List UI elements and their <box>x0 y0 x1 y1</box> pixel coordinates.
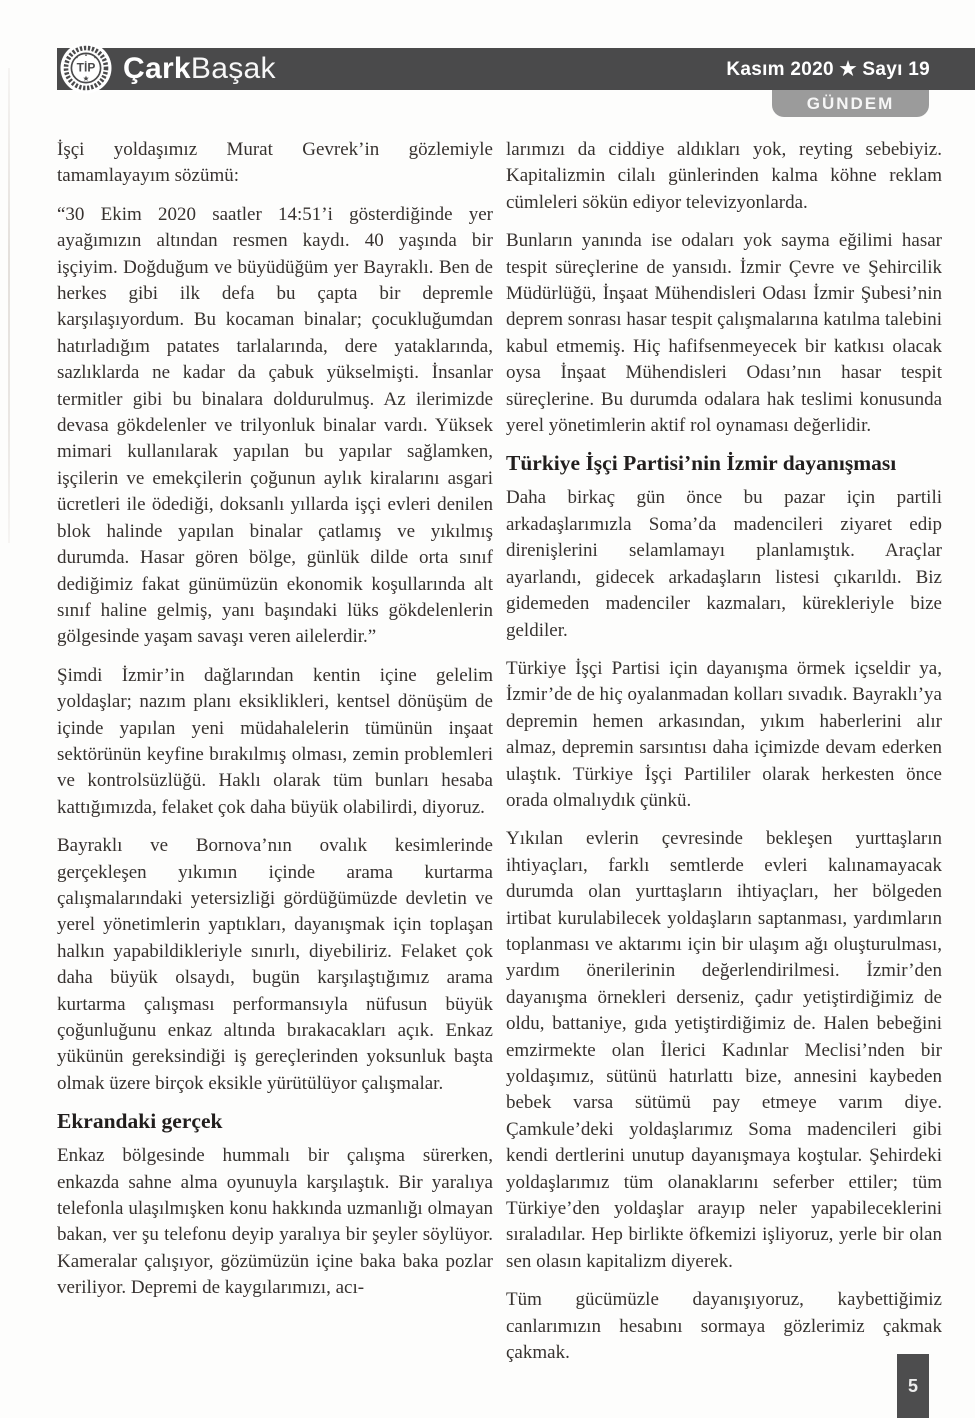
masthead-bar <box>57 48 975 90</box>
page-number: 5 <box>907 1375 918 1396</box>
section-heading: Ekrandaki gerçek <box>57 1109 223 1134</box>
brand-title <box>123 54 276 84</box>
body-paragraph: “30 Ekim 2020 saatler 14:51’i gösterdiğinde yer ayağımızın altından resmen kaydı. 40 yaşında bir işçiyim. Doğduğum ve büyüdüğüm yer Bayraklı. Ben de herkes gibi ilk defa bu çapta bir depremle karşılaşıyordum. Bu kocaman binalar; çocukluğumdan hatırladığım patates tarlalarında, dere yataklarında, sazlıklarda ne kadar da çabuk yükselmişti. İnsanlar termitler gibi bu binalara doldurulmuş. Az ilerimizde devasa gökdelenler ve trilyonluk binalar vardı. Yüksek mimari kullanılarak yapılan bu yapılar sağlamken, işçilerin ve emekçilerin çoğunun aylık kiralarını asgari ücretleri ile ödediği, doksanlı yıllarda işçi evleri denilen blok halinde yapılan binalar çatlamış ve yıkılmış durumda. Hasar gören bölge, günlük dilde orta sınıf dediğimiz fakat günümüzün ekonomik koşullarında alt sınıf haline gelmiş, yanı başındaki lüks gökdelenlerin gölgesinde yaşam savaşı veren ailelerdir.” <box>57 203 493 648</box>
tip-party-logo-icon <box>60 42 112 94</box>
body-paragraph: Enkaz bölgesinde hummalı bir çalışma sürerken, enkazda sahne alma oyunuyla karşılaştık. Bir yaralıya telefonla ulaşılmışken konu hakkında uzmanlığı olmayan bakan, ver şu telefonu deyip yaralıya bir şeyler söylüyor. Kameralar çalışıyor, gözümüzün içine baka baka pozlar veriliyor. Depremi de kaygılarımızı, acı- <box>57 1145 493 1299</box>
body-paragraph: Bunların yanında ise odaları yok sayma eğilimi hasar tespit süreçlerine de yansıdı. İzmir Çevre ve Şehircilik Müdürlüğü, İnşaat Mühendisleri Odası İzmir Şubesi’nin deprem sonrası hasar tespit çalışmalarına katılma talebini kabul etmemiş. Hiç hafifsenmeyecek bir katkısı olacak oysa İnşaat Mühendisleri Odası’nın hasar tespit süreçlerine. Bu durumda odalara hak teslimi konusunda yerel yönetimlerin aktif rol oynaması değerlidir. <box>506 230 942 437</box>
body-paragraph: Tüm gücümüzle dayanışıyoruz, kaybettiğimiz canlarımızın hesabını sormaya gözlerimiz çakmak çakmak. <box>506 1289 942 1364</box>
left-column <box>57 137 493 1378</box>
body-paragraph: Daha birkaç gün önce bu pazar için partili arkadaşlarımızla Soma’da madencileri ziyaret edip direnişlerini selamlamayı planlamıştık. Araçlar ayarlandı, gidecek arkadaşların listesi çıkarıldı. Biz gidemeden madenciler kazmaları, kürekleriyle bize geldiler. <box>506 487 942 641</box>
brand-light-text: Başak <box>190 52 276 85</box>
article-body <box>57 137 943 1378</box>
body-paragraph: Yıkılan evlerin çevresinde bekleşen yurttaşların ihtiyaçları, farklı semtlerde evleri kalınamayacak durumda olan yurttaşların ihtiyaçları, her bölgeden irtibat kurulabilecek yoldaşların saptanması, yardımların toplanması ve aktarımı için bir ulaşım ağı oluşturulması, yardım önerilerinin değerlendirilmesi. İzmir’den dayanışma örnekleri derseniz, çadır yetiştirdiğimiz de oldu, battaniye, gıda yetiştirdiğimiz de. Halen bebeğini emzirmekte olan İlerici Kadınlar Meclisi’nden bir yoldaşımız, sütünü hatırlattı bize, annesini kaybeden bebek varsa sütümü pay etmeye varım diye. Çamkule’deki yoldaşlarımız Soma madencileri gibi kendi dertlerini unutup dayanışmaya koştular. Şehirdeki yoldaşlarımız tüm olanaklarını seferber ettiler; tüm Türkiye’den yoldaşlar arayıp neler yapabileceklerini sıraladılar. Hep birlikte öfkemizi işliyoruz, yerle bir olan sen olasın kapitalizm diyerek. <box>506 828 942 1272</box>
brand-bold-text: Çark <box>123 52 191 85</box>
body-paragraph: Bayraklı ve Bornova’nın ovalık kesimlerinde gerçekleşen yıkımın içinde arama kurtarma çalışmalarındaki yetersizliği gördüğümüzde devletin ve yerel yönetimlerin yaptıkları, dayanışmak için toplaşan halkın yapabildikleriyle sınırlı, diyebiliriz. Felaket çok daha büyük olsaydı, bugün karşılaştığımız arama kurtarma çalışması performansıyla nüfusun büyük çoğunluğunu enkaz altında bırakacakları açık. Enkaz yükünün gereksindiği iş gereçlerinden yoksunluk başta olmak üzere birçok eksikle yürütülüyor çalışmalar. <box>57 835 493 1094</box>
section-badge: GÜNDEM <box>772 90 929 117</box>
body-paragraph: Şimdi İzmir’in dağlarından kentin içine gelelim yoldaşlar; nazım planı eksiklikleri, kentsel dönüşüm de içinde yapılan yeni müdahalelerin tümünün inşaat sektörünün keyfine bırakılmış olması, zemin problemleri ve kontrolsüzlüğü. Haklı olarak tüm bunları hesaba kattığımızda, felaket çok daha büyük olabilirdi, diyoruz. <box>57 664 493 818</box>
page-number-tab <box>897 1354 929 1418</box>
section-heading: Türkiye İşçi Partisi’nin İzmir dayanışması <box>506 451 897 476</box>
svg-text:TİP: TİP <box>76 60 96 75</box>
right-column <box>506 137 942 1378</box>
body-paragraph: larımızı da ciddiye aldıkları yok, reyting sebebiyiz. Kapitalizmin cilalı günlerinden kalma köhne reklam cümleleri sökün ediyor televizyonlarda. <box>506 139 942 213</box>
scan-artifact-line <box>8 68 10 543</box>
issue-info: Kasım 2020 ★ Sayı 19 <box>726 58 930 80</box>
body-paragraph: İşçi yoldaşımız Murat Gevrek’in gözlemiyle tamamlayayım sözümü: <box>57 139 493 187</box>
body-paragraph: Türkiye İşçi Partisi için dayanışma örmek içseldir ya, İzmir’de de hiç oyalanmadan kolları sıvadık. Bayraklı’ya depremin hemen arkasından, yıkım haberlerini alır almaz, depremin sarsıntısı daha içimizde devam ederken ulaştık. Türkiye İşçi Partililer olarak herkesten önce orada olmalıydık çünkü. <box>506 657 942 811</box>
